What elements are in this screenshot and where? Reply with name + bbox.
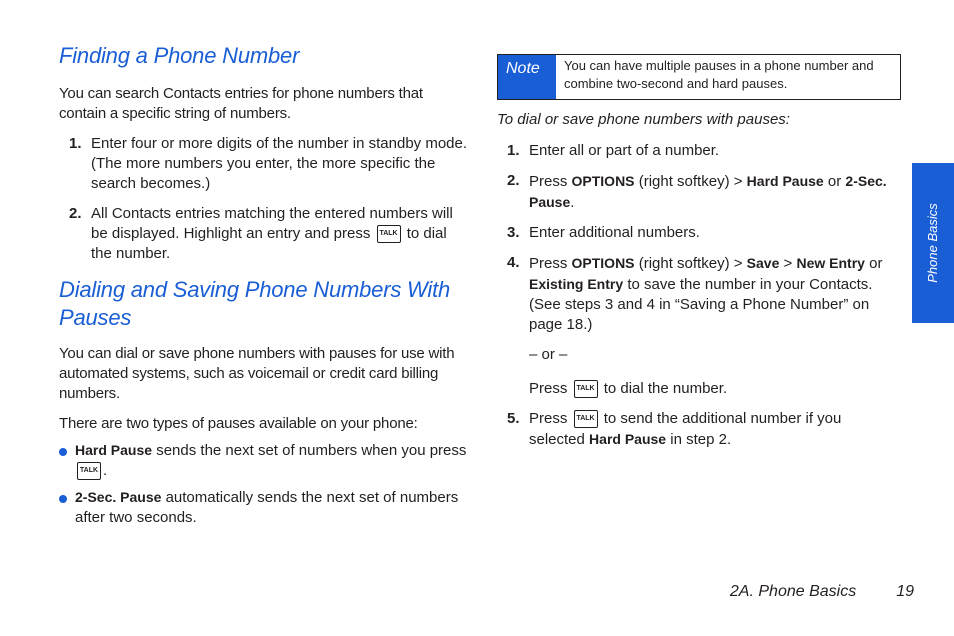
step-text: (right softkey) [638, 255, 730, 272]
step-number: 3. [507, 224, 520, 241]
pause-step-3 [497, 223, 901, 243]
left-column [59, 42, 469, 528]
step-text: > [733, 255, 743, 272]
talk-key-icon: TALK [574, 380, 598, 398]
footer-section: 2A. Phone Basics [729, 583, 857, 600]
step-text: or [869, 255, 883, 272]
talk-key-icon: TALK [77, 462, 101, 480]
menu-save: Save [746, 255, 780, 271]
step-text: to save the number in your Contacts. (See steps 3 and 4 in “Saving a Phone Number” on page 18.) [529, 276, 873, 333]
step-text: Press [529, 410, 568, 427]
bullet-dot [59, 448, 67, 456]
right-column [497, 54, 901, 450]
pauses-types-intro: There are two types of pauses available on your phone: [59, 415, 418, 432]
bullet-text-before: sends the next set of numbers when you press [156, 442, 467, 459]
step-text: > [733, 173, 743, 190]
pause-step-2 [497, 171, 901, 213]
pause-step-5 [497, 409, 901, 450]
bullet-keyword: 2-Sec. Pause [75, 489, 162, 505]
note-label: Note [498, 55, 556, 99]
step-text: Press [529, 173, 568, 190]
step-text: Enter all or part of a number. [529, 142, 720, 159]
step-text: Press [529, 380, 568, 397]
note-box [497, 54, 901, 100]
menu-hard-pause: Hard Pause [746, 173, 824, 189]
menu-hard-pause: Hard Pause [589, 431, 667, 447]
pauses-intro: You can dial or save phone numbers with pauses for use with automated systems, such as voicemail or credit card billing numbers. [59, 345, 455, 402]
bullet-keyword: Hard Pause [75, 442, 153, 458]
step-text: in step 2. [670, 431, 732, 448]
menu-existing-entry: Existing Entry [529, 276, 624, 292]
step-number: 1. [507, 142, 520, 159]
pause-step-1 [497, 141, 901, 161]
sidebar-section-tab [912, 163, 954, 323]
pause-step-4-alt [497, 379, 901, 399]
finding-intro: You can search Contacts entries for phone numbers that contain a specific string of numbers. [59, 85, 423, 122]
menu-options: OPTIONS [571, 173, 635, 189]
talk-key-icon: TALK [377, 225, 401, 243]
menu-2sec-pause: 2-Sec. Pause [529, 173, 887, 210]
step-text: . [570, 194, 575, 211]
procedure-lead: To dial or save phone numbers with pauses: [497, 111, 790, 128]
section-title-finding: Finding a Phone Number [59, 43, 300, 68]
step-text: Enter four or more digits of the number in standby mode. (The more numbers you enter, the more specific the search becomes.) [91, 135, 468, 192]
step-text: (right softkey) [638, 173, 730, 190]
menu-options: OPTIONS [571, 255, 635, 271]
step-number: 4. [507, 254, 520, 271]
step-number: 2. [507, 172, 520, 189]
bullet-hard-pause [59, 440, 469, 481]
step-text: Enter additional numbers. [529, 224, 700, 241]
or-separator: – or – [529, 346, 568, 363]
talk-key-icon: TALK [574, 410, 598, 428]
step-text: to dial the number. [603, 380, 728, 397]
page-number: 19 [896, 583, 914, 600]
bullet-text-after: . [103, 462, 108, 479]
step-text: Press [529, 255, 568, 272]
step-text-after: to dial the number. [91, 225, 447, 262]
finding-step-2 [59, 204, 469, 264]
note-text: You can have multiple pauses in a phone number and combine two-second and hard pauses. [564, 58, 874, 91]
menu-new-entry: New Entry [796, 255, 865, 271]
bullet-2sec-pause [59, 487, 469, 528]
step-number: 2. [69, 205, 82, 222]
step-number: 1. [69, 135, 82, 152]
pause-step-4 [497, 253, 901, 335]
step-text: to send the additional number if you selected [529, 410, 842, 448]
step-text: or [827, 173, 842, 190]
step-text-before: All Contacts entries matching the entered numbers will be displayed. Highlight an entry and press [91, 205, 453, 242]
finding-step-1 [59, 134, 469, 194]
bullet-dot [59, 495, 67, 503]
step-text: > [783, 255, 793, 272]
pause-step-4-or [497, 345, 901, 365]
step-number: 5. [507, 410, 520, 427]
page-footer [730, 582, 914, 602]
section-title-pauses: Dialing and Saving Phone Numbers With Pauses [59, 277, 451, 330]
bullet-text: automatically sends the next set of numbers after two seconds. [75, 489, 459, 526]
sidebar-tab-label: Phone Basics [925, 203, 940, 283]
